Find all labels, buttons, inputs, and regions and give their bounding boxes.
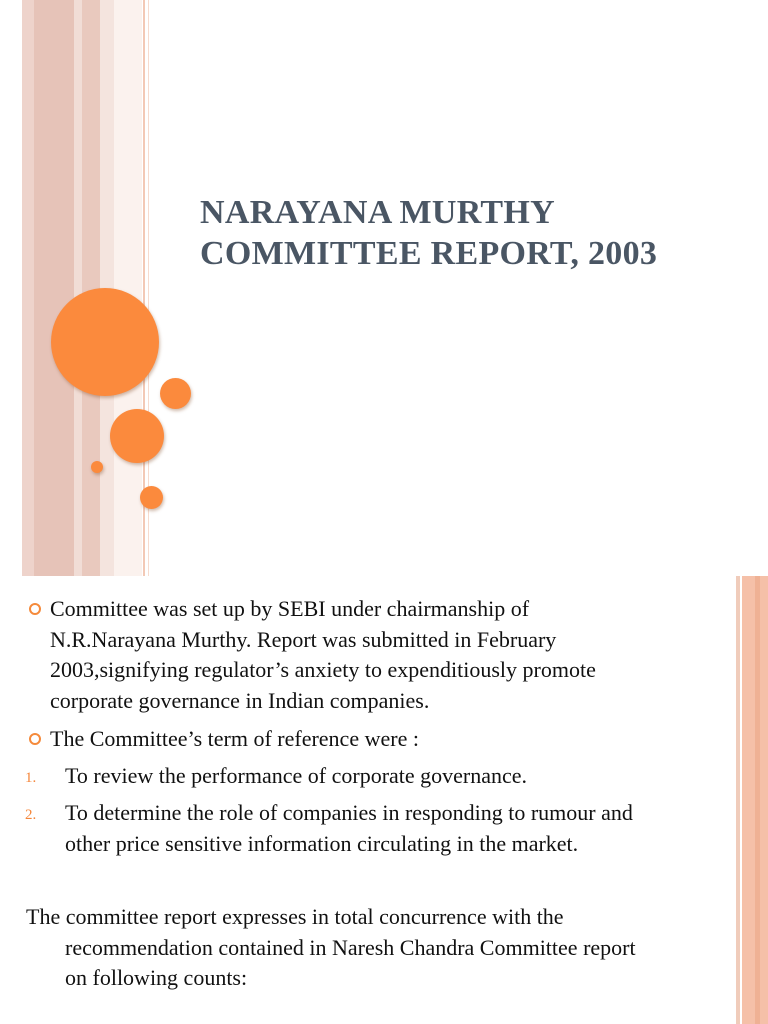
decor-circle-small <box>160 378 191 409</box>
decor-circle-medium <box>110 409 164 463</box>
item-number: 2. <box>25 807 37 823</box>
numbered-item <box>25 798 735 859</box>
paragraph-line: recommendation contained in Naresh Chandra Committee report <box>65 934 636 960</box>
decor-circle-large <box>51 288 159 396</box>
paragraph-line: on following counts: <box>65 965 248 990</box>
decor-circle-tiny <box>91 461 103 473</box>
decor-stripe <box>74 0 82 576</box>
paragraph <box>26 902 736 994</box>
bullet-item <box>50 724 730 755</box>
numbered-line: To review the performance of corporate governance. <box>65 763 528 788</box>
circle-bullet-icon <box>29 603 41 615</box>
decor-circle-small <box>140 486 163 509</box>
bullet-line: N.R.Narayana Murthy. Report was submitted in February <box>50 626 557 652</box>
numbered-item <box>25 761 735 792</box>
numbered-line: other price sensitive information circulating in the market. <box>65 830 579 856</box>
title-line: NARAYANA MURTHY <box>200 194 555 231</box>
bullet-line: 2003,signifying regulator’s anxiety to expenditiously promote <box>50 657 596 682</box>
slide-title <box>200 192 740 274</box>
decor-stripe <box>114 0 142 576</box>
bullet-item <box>50 594 730 716</box>
decor-stripe <box>22 0 34 576</box>
bullet-line: corporate governance in Indian companies. <box>50 687 430 713</box>
content-slide <box>0 576 768 1024</box>
decor-stripe <box>755 576 760 1024</box>
paragraph-line: The committee report expresses in total concurrence with the <box>26 904 564 929</box>
bullet-line: Committee was set up by SEBI under chairmanship of <box>50 596 530 621</box>
decor-stripe <box>736 576 740 1024</box>
bullet-line: The Committee’s term of reference were : <box>50 726 419 751</box>
circle-bullet-icon <box>29 733 41 745</box>
decor-stripe <box>34 0 74 576</box>
item-number: 1. <box>25 770 37 786</box>
title-line: COMMITTEE REPORT, 2003 <box>200 235 658 272</box>
numbered-line: To determine the role of companies in responding to rumour and <box>65 800 633 825</box>
